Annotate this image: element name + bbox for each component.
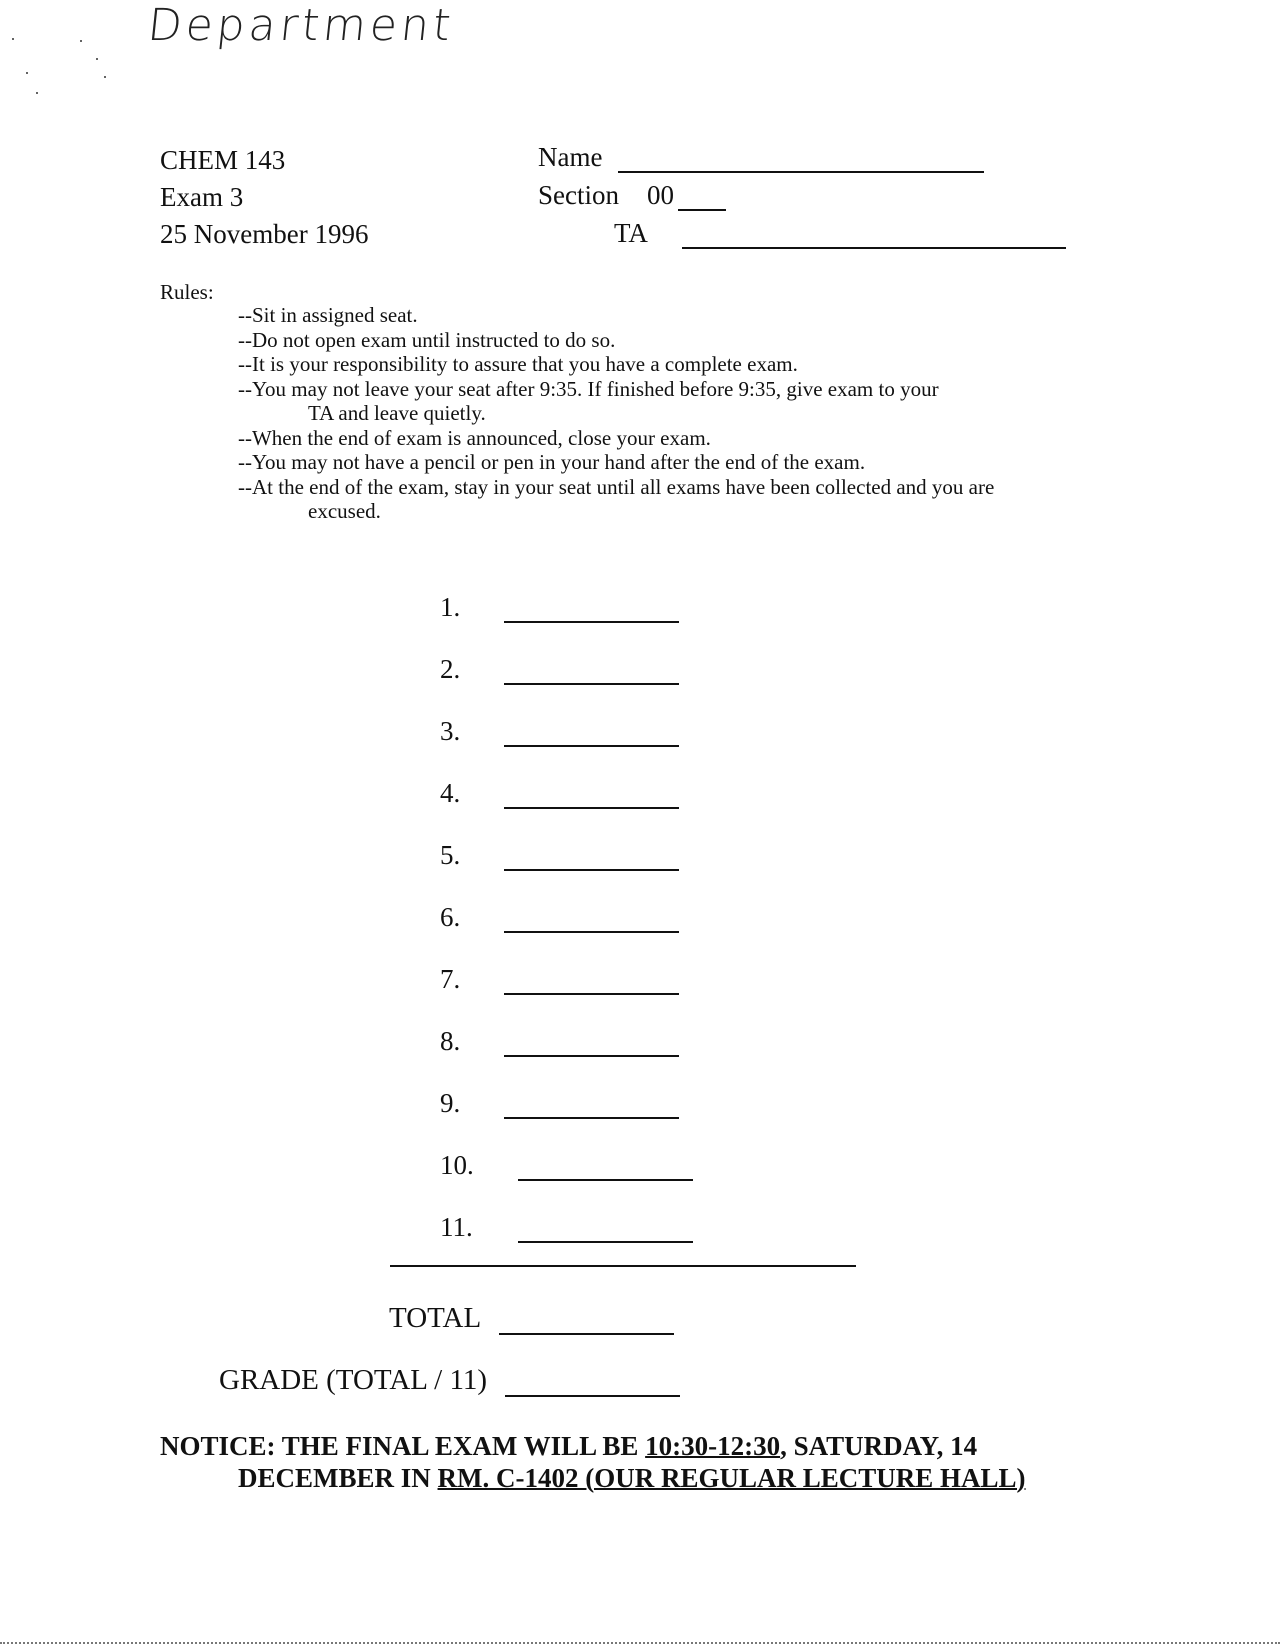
grade-blank[interactable] xyxy=(505,1375,680,1397)
name-field[interactable] xyxy=(538,142,984,173)
scan-speck xyxy=(26,72,28,74)
ta-field[interactable] xyxy=(614,218,1066,249)
grade-label: GRADE (TOTAL / 11) xyxy=(219,1364,488,1396)
score-row xyxy=(440,707,679,747)
total-blank[interactable] xyxy=(499,1313,674,1335)
notice-label: NOTICE: xyxy=(160,1431,276,1461)
score-blank[interactable] xyxy=(504,663,679,685)
rule-item: --You may not leave your seat after 9:35. If finished before 9:35, give exam to your xyxy=(238,376,939,401)
question-number: 8. xyxy=(440,1026,461,1056)
scan-edge-artifact xyxy=(0,1642,1280,1644)
score-row xyxy=(440,893,679,933)
section-field[interactable] xyxy=(538,180,726,211)
notice-text: THE FINAL EXAM WILL BE xyxy=(281,1431,639,1461)
rule-item: --At the end of the exam, stay in your seat until all exams have been collected and you are xyxy=(238,474,995,499)
score-row xyxy=(440,831,679,871)
total-label: TOTAL xyxy=(389,1302,482,1334)
rule-item: --It is your responsibility to assure that you have a complete exam. xyxy=(238,352,798,376)
score-row xyxy=(440,1017,679,1057)
score-blank[interactable] xyxy=(504,849,679,871)
name-blank[interactable] xyxy=(618,149,984,173)
section-label: Section xyxy=(538,180,619,210)
score-row xyxy=(440,583,679,623)
section-prefix: 00 xyxy=(647,180,674,210)
notice-room: RM. C-1402 (OUR REGULAR LECTURE HALL) xyxy=(437,1463,1026,1493)
score-row xyxy=(440,955,679,995)
score-blank[interactable] xyxy=(504,973,679,995)
score-row xyxy=(440,1079,679,1119)
question-number: 1. xyxy=(440,592,461,622)
rule-item: --You may not have a pencil or pen in your hand after the end of the exam. xyxy=(238,450,866,474)
name-label: Name xyxy=(538,142,603,172)
ta-blank[interactable] xyxy=(682,225,1066,249)
rule-item: --When the end of exam is announced, close your exam. xyxy=(238,425,711,450)
score-blank[interactable] xyxy=(518,1221,693,1243)
rules-title: Rules: xyxy=(160,280,214,304)
score-blank[interactable] xyxy=(504,601,679,623)
score-row xyxy=(440,1203,693,1243)
question-number: 3. xyxy=(440,716,461,746)
question-number: 6. xyxy=(440,902,461,932)
handwritten-note: Department xyxy=(145,0,457,51)
total-divider xyxy=(390,1265,856,1267)
rules-list xyxy=(238,303,1138,524)
notice-time: 10:30-12:30 xyxy=(645,1431,781,1461)
question-number: 9. xyxy=(440,1088,461,1118)
question-number: 5. xyxy=(440,840,461,870)
score-row xyxy=(440,769,679,809)
scan-speck xyxy=(104,76,106,78)
question-number: 4. xyxy=(440,778,461,808)
course-code: CHEM 143 xyxy=(160,145,286,175)
scan-speck xyxy=(12,38,14,40)
grade-row xyxy=(219,1364,680,1397)
score-row xyxy=(440,1141,693,1181)
rule-item: --Sit in assigned seat. xyxy=(238,303,418,327)
total-row xyxy=(389,1302,674,1335)
rule-item: --Do not open exam until instructed to do so. xyxy=(238,327,616,352)
question-number: 2. xyxy=(440,654,461,684)
ta-label: TA xyxy=(614,218,648,248)
rule-item-continuation: TA and leave quietly. xyxy=(308,401,486,425)
score-row xyxy=(440,645,679,685)
score-blank[interactable] xyxy=(504,1097,679,1119)
score-blank[interactable] xyxy=(504,725,679,747)
final-exam-notice xyxy=(160,1430,1026,1494)
question-number: 11. xyxy=(440,1212,473,1242)
scan-speck xyxy=(96,58,98,60)
score-blank[interactable] xyxy=(504,1035,679,1057)
scan-speck xyxy=(80,40,82,42)
exam-number: Exam 3 xyxy=(160,182,244,212)
score-blank[interactable] xyxy=(504,911,679,933)
scan-speck xyxy=(36,92,38,94)
question-number: 7. xyxy=(440,964,461,994)
section-blank[interactable] xyxy=(678,187,726,211)
notice-month: DECEMBER IN xyxy=(238,1463,431,1493)
score-blank[interactable] xyxy=(518,1159,693,1181)
rule-item-continuation: excused. xyxy=(308,499,381,523)
score-blank[interactable] xyxy=(504,787,679,809)
question-number: 10. xyxy=(440,1150,474,1180)
exam-date: 25 November 1996 xyxy=(160,219,369,249)
notice-date: , SATURDAY, 14 xyxy=(780,1431,978,1461)
course-info xyxy=(160,142,368,253)
